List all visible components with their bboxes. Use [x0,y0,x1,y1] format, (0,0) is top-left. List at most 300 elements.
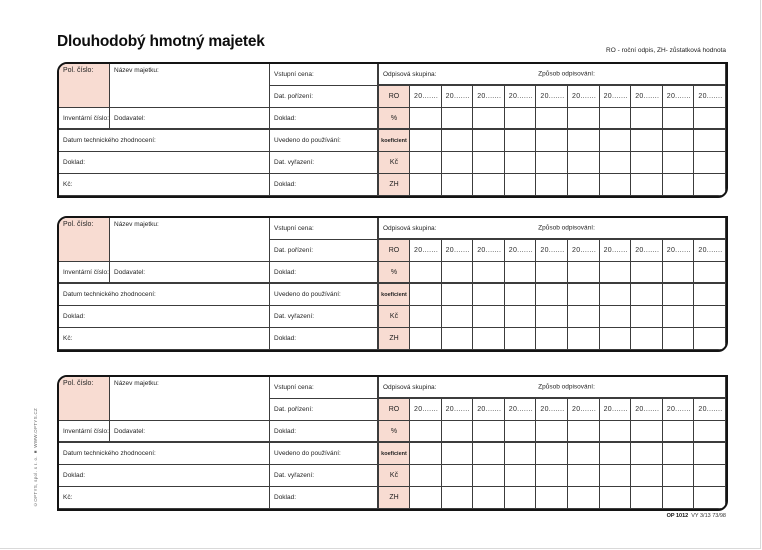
entry-cell [505,152,537,174]
entry-cell [410,152,442,174]
entry-cell [505,130,537,152]
entry-cell [600,306,632,328]
field-doklad-porizeni [270,421,379,443]
field-pol-cislo [59,64,110,108]
entry-cell [600,130,632,152]
row-label-percent [379,262,410,284]
field-dat-vyrazeni [270,152,379,174]
field-doklad-vyrazeni [59,306,270,328]
koeficient-label: koeficient [381,291,407,298]
entry-cell [600,465,632,487]
year-placeholder: 20....... [445,406,470,413]
entry-cell [568,174,600,196]
entry-cell [663,443,695,465]
entry-cell [442,421,474,443]
zh-label: ZH [389,494,399,501]
zpusob-odpisovani-label: Způsob odpisování: [538,383,595,391]
row-label-ro [379,86,410,108]
year-header-cell [631,86,663,108]
field-dat-porizeni [270,240,379,262]
row-label-ro [379,240,410,262]
field-doklad-porizeni [270,108,379,130]
datum-tech-zhodnoceni-label: Datum technického zhodnocení: [63,291,156,298]
entry-cell [631,306,663,328]
year-placeholder: 20....... [698,247,723,254]
entry-cell [442,443,474,465]
year-placeholder: 20....... [635,247,660,254]
asset-record-block [57,62,728,198]
year-placeholder: 20....... [540,406,565,413]
entry-cell [600,108,632,130]
entry-cell [568,284,600,306]
kc-label: Kč: [63,335,73,342]
row-label-zh [379,328,410,350]
kc-label: Kč [389,159,399,166]
entry-cell [694,152,726,174]
year-placeholder: 20....... [666,406,691,413]
year-placeholder: 20....... [445,247,470,254]
nazev-majetku-label: Název majetku: [114,221,159,228]
year-placeholder: 20....... [414,247,439,254]
doklad-label: Doklad: [63,313,86,320]
year-header-cell [663,86,695,108]
year-placeholder: 20....... [445,93,470,100]
year-header-cell [442,240,474,262]
year-header-cell [694,399,726,421]
doklad-label: Doklad: [274,335,297,342]
field-kc [59,328,270,350]
entry-cell [568,443,600,465]
percent-label: % [390,268,398,276]
field-uvedeno-do-pouzivani [270,130,379,152]
field-kc [59,487,270,509]
uvedeno-do-pouzivani-label: Uvedeno do používání: [274,291,341,298]
entry-cell [473,174,505,196]
doklad-label: Doklad: [274,494,297,501]
depreciation-header [379,64,726,86]
entry-cell [663,487,695,509]
entry-cell [631,443,663,465]
year-placeholder: 20....... [572,247,597,254]
entry-cell [473,152,505,174]
entry-cell [505,328,537,350]
abbreviation-legend: RO - roční odpis, ZH- zůstatková hodnota [606,47,726,54]
year-header-cell [442,86,474,108]
entry-cell [663,152,695,174]
entry-cell [410,306,442,328]
entry-cell [631,284,663,306]
pol-cislo-label: Pol. číslo: [63,380,94,387]
entry-cell [410,284,442,306]
entry-cell [663,108,695,130]
entry-cell [631,108,663,130]
print-info: VY 3/13 73/98 [691,513,726,519]
year-header-cell [631,399,663,421]
entry-cell [568,152,600,174]
koeficient-label: koeficient [381,137,407,144]
entry-cell [631,487,663,509]
entry-cell [663,284,695,306]
field-inventarni-cislo [59,108,110,130]
entry-cell [536,443,568,465]
field-doklad-zustatek [270,174,379,196]
form-footer [667,513,726,519]
entry-cell [694,487,726,509]
entry-cell [536,328,568,350]
field-dodavatel [110,262,270,284]
field-vstupni-cena [270,218,379,240]
entry-cell [410,262,442,284]
dat-porizeni-label: Dat. pořízení: [274,93,314,100]
entry-cell [536,108,568,130]
field-pol-cislo [59,218,110,262]
entry-cell [631,262,663,284]
year-placeholder: 20....... [666,93,691,100]
year-placeholder: 20....... [635,93,660,100]
entry-cell [442,306,474,328]
entry-cell [536,306,568,328]
entry-cell [505,174,537,196]
field-vstupni-cena [270,377,379,399]
entry-cell [536,465,568,487]
dat-vyrazeni-label: Dat. vyřazení: [274,313,315,320]
entry-cell [536,130,568,152]
year-header-cell [568,86,600,108]
year-header-cell [473,240,505,262]
entry-cell [600,284,632,306]
year-header-cell [600,86,632,108]
entry-cell [663,328,695,350]
year-placeholder: 20....... [508,406,533,413]
field-datum-tech-zhodnoceni [59,443,270,465]
year-header-cell [442,399,474,421]
entry-cell [600,328,632,350]
field-kc [59,174,270,196]
entry-cell [694,328,726,350]
entry-cell [663,465,695,487]
entry-cell [568,108,600,130]
doklad-label: Doklad: [274,268,297,276]
asset-record-block [57,216,728,352]
row-label-zh [379,487,410,509]
entry-cell [663,306,695,328]
entry-cell [505,108,537,130]
field-doklad-vyrazeni [59,465,270,487]
entry-cell [473,421,505,443]
dat-vyrazeni-label: Dat. vyřazení: [274,159,315,166]
year-header-cell [694,86,726,108]
year-header-cell [473,86,505,108]
year-placeholder: 20....... [540,93,565,100]
zh-label: ZH [389,335,399,342]
nazev-majetku-label: Název majetku: [114,67,159,74]
year-placeholder: 20....... [477,93,502,100]
depreciation-header [379,377,726,399]
entry-cell [694,108,726,130]
doklad-label: Doklad: [274,114,297,122]
entry-cell [694,465,726,487]
entry-cell [568,306,600,328]
entry-cell [663,421,695,443]
entry-cell [473,328,505,350]
doklad-label: Doklad: [63,472,86,479]
entry-cell [694,443,726,465]
dodavatel-label: Dodavatel: [114,268,146,276]
row-label-koeficient [379,284,410,306]
entry-cell [410,487,442,509]
percent-label: % [390,114,398,122]
percent-label: % [390,427,398,435]
row-label-ro [379,399,410,421]
row-label-koeficient [379,443,410,465]
entry-cell [663,262,695,284]
year-placeholder: 20....... [603,93,628,100]
entry-cell [600,262,632,284]
field-vstupni-cena [270,64,379,86]
entry-cell [410,174,442,196]
entry-cell [442,284,474,306]
entry-cell [473,108,505,130]
row-label-kc [379,152,410,174]
entry-cell [694,284,726,306]
row-label-percent [379,108,410,130]
uvedeno-do-pouzivani-label: Uvedeno do používání: [274,450,341,457]
field-uvedeno-do-pouzivani [270,443,379,465]
entry-cell [600,152,632,174]
koeficient-label: koeficient [381,450,407,457]
asset-record-block [57,375,728,511]
field-dat-vyrazeni [270,306,379,328]
entry-cell [631,465,663,487]
inventarni-cislo-label: Inventární číslo: [63,268,109,276]
nazev-majetku-label: Název majetku: [114,380,159,387]
entry-cell [663,130,695,152]
entry-cell [694,174,726,196]
entry-cell [631,152,663,174]
dat-vyrazeni-label: Dat. vyřazení: [274,472,315,479]
entry-cell [600,487,632,509]
field-datum-tech-zhodnoceni [59,284,270,306]
entry-cell [600,421,632,443]
doklad-label: Doklad: [274,181,297,188]
field-nazev-majetku [110,64,270,108]
entry-cell [631,174,663,196]
zh-label: ZH [389,181,399,188]
dodavatel-label: Dodavatel: [114,114,146,122]
entry-cell [505,421,537,443]
entry-cell [536,421,568,443]
entry-cell [442,174,474,196]
doklad-label: Doklad: [63,159,86,166]
entry-cell [473,443,505,465]
row-label-zh [379,174,410,196]
inventarni-cislo-label: Inventární číslo: [63,114,109,122]
entry-cell [505,306,537,328]
year-header-cell [600,240,632,262]
entry-cell [568,328,600,350]
ro-label: RO [388,93,400,100]
field-datum-tech-zhodnoceni [59,130,270,152]
year-header-cell [505,240,537,262]
odpisova-skupina-label: Odpisová skupina: [383,70,437,78]
field-inventarni-cislo [59,262,110,284]
row-label-kc [379,465,410,487]
field-dodavatel [110,108,270,130]
form-code: OP 1012 [666,513,689,519]
entry-cell [442,465,474,487]
vstupni-cena-label: Vstupní cena: [274,384,314,391]
year-header-cell [410,86,442,108]
kc-label: Kč [389,472,399,479]
year-placeholder: 20....... [698,93,723,100]
entry-cell [442,130,474,152]
year-header-cell [410,240,442,262]
vstupni-cena-label: Vstupní cena: [274,71,314,78]
entry-cell [536,262,568,284]
year-placeholder: 20....... [508,93,533,100]
publisher-side-text: ©OPTYS, spol. s r. o. ■ WWW.OPTYS.CZ [33,407,38,507]
year-header-cell [568,240,600,262]
field-dat-vyrazeni [270,465,379,487]
entry-cell [536,174,568,196]
uvedeno-do-pouzivani-label: Uvedeno do používání: [274,137,341,144]
field-dodavatel [110,421,270,443]
entry-cell [600,174,632,196]
year-header-cell [631,240,663,262]
field-pol-cislo [59,377,110,421]
ro-label: RO [388,247,400,254]
entry-cell [473,487,505,509]
year-placeholder: 20....... [603,406,628,413]
year-header-cell [505,399,537,421]
year-placeholder: 20....... [603,247,628,254]
odpisova-skupina-label: Odpisová skupina: [383,224,437,232]
year-header-cell [663,240,695,262]
field-nazev-majetku [110,218,270,262]
entry-cell [536,487,568,509]
datum-tech-zhodnoceni-label: Datum technického zhodnocení: [63,137,156,144]
field-doklad-zustatek [270,487,379,509]
row-label-kc [379,306,410,328]
year-header-cell [663,399,695,421]
entry-cell [694,306,726,328]
field-doklad-zustatek [270,328,379,350]
dat-porizeni-label: Dat. pořízení: [274,406,314,413]
year-placeholder: 20....... [698,406,723,413]
zpusob-odpisovani-label: Způsob odpisování: [538,70,595,78]
year-placeholder: 20....... [414,406,439,413]
year-header-cell [505,86,537,108]
entry-cell [410,108,442,130]
entry-cell [568,421,600,443]
field-dat-porizeni [270,86,379,108]
entry-cell [442,108,474,130]
kc-label: Kč: [63,494,73,501]
entry-cell [505,443,537,465]
field-doklad-vyrazeni [59,152,270,174]
entry-cell [442,262,474,284]
entry-cell [505,284,537,306]
year-placeholder: 20....... [508,247,533,254]
entry-cell [410,465,442,487]
field-doklad-porizeni [270,262,379,284]
entry-cell [442,328,474,350]
pol-cislo-label: Pol. číslo: [63,221,94,228]
entry-cell [410,421,442,443]
entry-cell [600,443,632,465]
vstupni-cena-label: Vstupní cena: [274,225,314,232]
dodavatel-label: Dodavatel: [114,427,146,435]
entry-cell [473,284,505,306]
year-header-cell [473,399,505,421]
entry-cell [536,152,568,174]
entry-cell [694,130,726,152]
year-placeholder: 20....... [477,247,502,254]
year-placeholder: 20....... [572,406,597,413]
year-placeholder: 20....... [572,93,597,100]
entry-cell [694,262,726,284]
row-label-percent [379,421,410,443]
year-placeholder: 20....... [666,247,691,254]
pol-cislo-label: Pol. číslo: [63,67,94,74]
entry-cell [631,130,663,152]
odpisova-skupina-label: Odpisová skupina: [383,383,437,391]
entry-cell [505,262,537,284]
entry-cell [410,328,442,350]
field-dat-porizeni [270,399,379,421]
entry-cell [473,262,505,284]
entry-cell [505,487,537,509]
year-placeholder: 20....... [540,247,565,254]
page-title: Dlouhodobý hmotný majetek [57,33,265,50]
datum-tech-zhodnoceni-label: Datum technického zhodnocení: [63,450,156,457]
field-uvedeno-do-pouzivani [270,284,379,306]
entry-cell [473,306,505,328]
entry-cell [473,465,505,487]
entry-cell [410,130,442,152]
entry-cell [631,328,663,350]
depreciation-header [379,218,726,240]
year-placeholder: 20....... [414,93,439,100]
entry-cell [663,174,695,196]
year-placeholder: 20....... [477,406,502,413]
ro-label: RO [388,406,400,413]
entry-cell [505,465,537,487]
kc-label: Kč [389,313,399,320]
entry-cell [631,421,663,443]
entry-cell [536,284,568,306]
year-header-cell [600,399,632,421]
year-header-cell [536,399,568,421]
entry-cell [568,465,600,487]
entry-cell [568,262,600,284]
entry-cell [568,487,600,509]
zpusob-odpisovani-label: Způsob odpisování: [538,224,595,232]
year-header-cell [410,399,442,421]
kc-label: Kč: [63,181,73,188]
year-header-cell [536,86,568,108]
entry-cell [694,421,726,443]
dat-porizeni-label: Dat. pořízení: [274,247,314,254]
inventarni-cislo-label: Inventární číslo: [63,427,109,435]
row-label-koeficient [379,130,410,152]
year-header-cell [536,240,568,262]
field-nazev-majetku [110,377,270,421]
year-header-cell [568,399,600,421]
entry-cell [442,487,474,509]
entry-cell [442,152,474,174]
doklad-label: Doklad: [274,427,297,435]
